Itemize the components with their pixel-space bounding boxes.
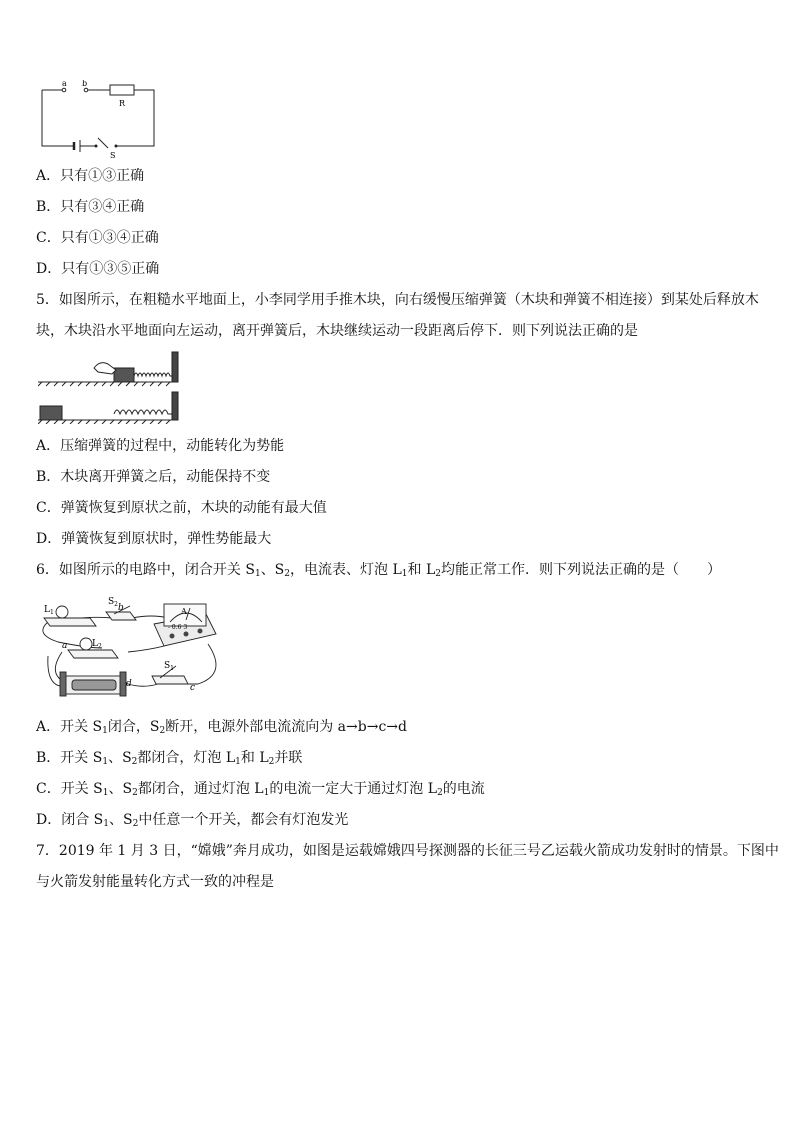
lamp-l2-label: $L_2$ bbox=[92, 639, 102, 650]
q6-option-c: C．开关 $S_1$、$S_2$都闭合，通过灯泡 $L_1$的电流一定大于通过灯泡 $L_2$的电流 bbox=[36, 781, 485, 798]
ammeter-scale-label: - 0.6 3 bbox=[168, 624, 188, 631]
q4-option-d: D．只有①③⑤正确 bbox=[36, 261, 160, 277]
terminal-d-label: d bbox=[126, 679, 132, 689]
point-b-label: b bbox=[82, 80, 88, 88]
q5-stem-line2: 块，木块沿水平地面向左运动，离开弹簧后，木块继续运动一段距离后停下．则下列说法正确的是 bbox=[36, 323, 638, 339]
q7-stem-line2: 与火箭发射能量转化方式一致的冲程是 bbox=[36, 874, 274, 890]
circuit-figure-q4 bbox=[38, 80, 158, 160]
q4-option-a: A．只有①③正确 bbox=[36, 168, 145, 184]
q6-option-a: A．开关 $S_1$闭合，$S_2$断开，电源外部电流流向为 a→b→c→d bbox=[36, 719, 407, 736]
q5-option-c: C．弹簧恢复到原状之前，木块的动能有最大值 bbox=[36, 500, 327, 516]
q6-stem: 6．如图所示的电路中，闭合开关 $S_1$、$S_2$，电流表、灯泡 $L_1$和 $L_2$均能正常工作．则下列说法正确的是（ ） bbox=[36, 562, 721, 579]
terminal-b-label: b bbox=[118, 603, 124, 613]
q5-option-a: A．压缩弹簧的过程中，动能转化为势能 bbox=[36, 438, 285, 454]
physical-circuit-figure-q6 bbox=[38, 592, 224, 702]
q4-option-b: B．只有③④正确 bbox=[36, 199, 145, 215]
spring-block-figure bbox=[38, 348, 183, 424]
q5-option-b: B．木块离开弹簧之后，动能保持不变 bbox=[36, 469, 271, 485]
switch-s1-label: $S_1$ bbox=[164, 661, 174, 672]
q4-option-c: C．只有①③④正确 bbox=[36, 230, 159, 246]
q6-option-d: D．闭合 $S_1$、$S_2$中任意一个开关，都会有灯泡发光 bbox=[36, 812, 349, 829]
terminal-c-label: c bbox=[190, 683, 196, 693]
switch-label: S bbox=[110, 151, 116, 160]
q7-stem-line1: 7．2019 年 1 月 3 日，“嫦娥”奔月成功，如图是运载嫦娥四号探测器的长征三号乙运载火箭成功发射时的情景。下图中 bbox=[36, 843, 779, 859]
terminal-a-label: a bbox=[62, 641, 68, 651]
lamp-l1-label: $L_1$ bbox=[44, 605, 54, 616]
q5-stem-line1: 5．如图所示，在粗糙水平地面上，小李同学用手推木块，向右缓慢压缩弹簧（木块和弹簧不相连接）到某处后释放木 bbox=[36, 292, 759, 308]
resistor-label: R bbox=[119, 99, 126, 108]
ammeter-label: A bbox=[181, 607, 187, 616]
q5-option-d: D．弹簧恢复到原状时，弹性势能最大 bbox=[36, 531, 272, 547]
switch-s2-label: $S_2$ bbox=[108, 597, 118, 608]
q6-option-b: B．开关 $S_1$、$S_2$都闭合，灯泡 $L_1$和 $L_2$并联 bbox=[36, 750, 303, 767]
point-a-label: a bbox=[62, 80, 67, 88]
